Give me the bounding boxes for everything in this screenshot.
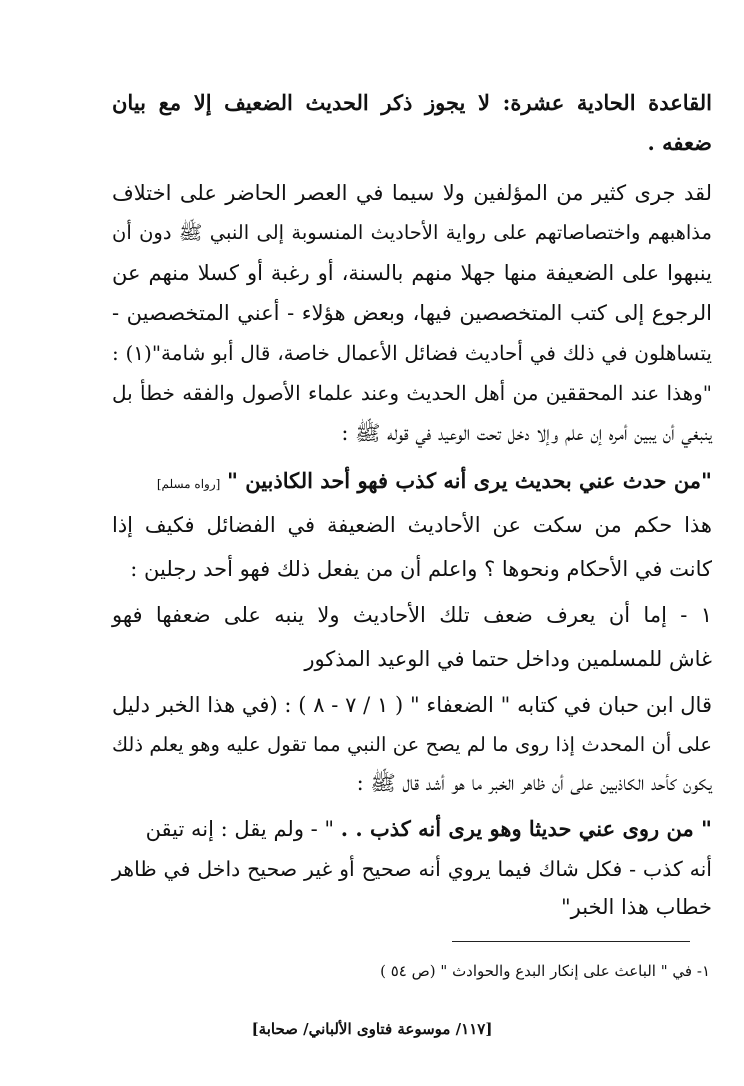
hadith-quote-2	[112, 812, 712, 846]
body-line: ينبغي أن يبين أمره إن علم وإلا دخل تحت الوعيد في قوله ﷺ :	[341, 421, 712, 445]
body-line: أنه كذب - فكل شاك فيما يروي أنه صحيح أو غير صحيح داخل في ظاهر	[112, 857, 712, 881]
footnote: ١- في " الباعث على إنكار البدع والحوادث " (ص ٥٤ )	[380, 962, 710, 980]
body-line: غاش للمسلمين وداخل حتما في الوعيد المذكور	[304, 647, 712, 671]
hadith-citation: [رواه مسلم]	[156, 477, 221, 491]
body-line: مذاهبهم واختصاصاتهم على رواية الأحاديث المنسوبة إلى النبي ﷺ دون أن	[112, 221, 712, 244]
hadith-quote-1	[112, 464, 712, 501]
body-line: "وهذا عند المحققين من أهل الحديث وعند علماء الأصول والفقه خطأ بل	[112, 381, 712, 405]
title-line-1: القاعدة الحادية عشرة: لا يجوز ذكر الحديث الضعيف إلا مع بيان	[112, 90, 712, 115]
body-line: على أن المحدث إذا روى ما لم يصح عن النبي مما تقول عليه وهو يعلم ذلك	[112, 733, 712, 756]
hadith-text: " من روى عني حديثا وهو يرى أنه كذب . .	[340, 816, 712, 841]
hadith-text: "من حدث عني بحديث يرى أنه كذب فهو أحد الكاذبين "	[226, 468, 712, 493]
body-line: خطاب هذا الخبر"	[560, 895, 712, 919]
body-line: يكون كأحد الكاذبين على أن ظاهر الخبر ما هو أشد قال ﷺ :	[356, 771, 712, 795]
body-line: هذا حكم من سكت عن الأحاديث الضعيفة في الفضائل فكيف إذا	[112, 513, 712, 537]
body-line: الرجوع إلى كتب المتخصصين فيها، وبعض هؤلاء - أعني المتخصصين -	[112, 301, 712, 325]
body-line: قال ابن حبان في كتابه " الضعفاء " ( ١ / ٧ - ٨ ) : (في هذا الخبر دليل	[112, 693, 712, 717]
body-line: لقد جرى كثير من المؤلفين ولا سيما في العصر الحاضر على اختلاف	[112, 181, 712, 205]
hadith-remark: " - ولم يقل : إنه تيقن	[145, 817, 341, 841]
footnote-divider	[452, 941, 690, 942]
title-line-2: ضعفه .	[647, 130, 712, 155]
body-line: يتساهلون في ذلك في أحاديث فضائل الأعمال خاصة، قال أبو شامة"(١) :	[112, 341, 712, 365]
body-line: كانت في الأحكام ونحوها ؟ واعلم أن من يفعل ذلك فهو أحد رجلين :	[130, 557, 712, 581]
page-footer: [١١٧/ موسوعة فتاوى الألباني/ صحابة]	[251, 1020, 493, 1038]
body-line: ١ - إما أن يعرف ضعف تلك الأحاديث ولا ينبه على ضعفها فهو	[112, 603, 712, 627]
body-line: ينبهوا على الضعيفة منها جهلا منهم بالسنة، أو رغبة أو كسلا منهم عن	[112, 261, 712, 285]
